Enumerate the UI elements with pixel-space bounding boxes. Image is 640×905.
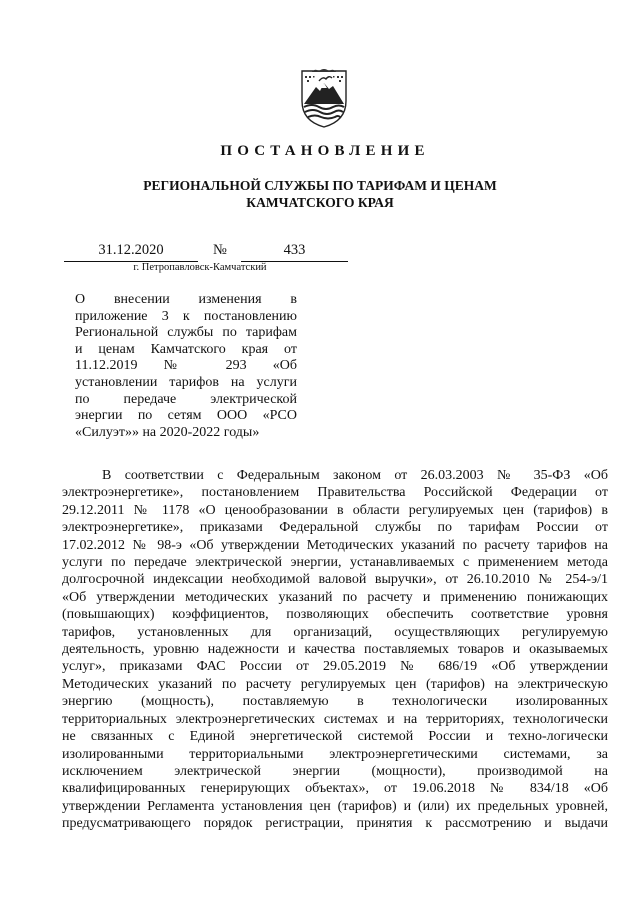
body-line: электроэнергетике», приказами Федеральной службы по тарифам России от [62,520,608,536]
subject-block [75,292,297,441]
document-number: 433 [241,241,348,262]
subject-line: энергии по сетям ООО «РСО [75,408,297,424]
body-line: квалифицированных генерирующих объектах», от 19.06.2018 № 834/18 «Об [62,781,608,797]
body-line: исключением электрической энергии (мощности), производимой на [62,763,608,779]
body-line: 17.02.2012 № 98-э «Об утверждении Методических указаний по расчету тарифов на [62,537,608,553]
body-line: Методических указаний по расчету регулируемых цен (тарифов) на электрическую [62,676,608,692]
subject-line: по передаче электрической [75,391,297,407]
document-date: 31.12.2020 [64,241,198,262]
number-sign: № [213,242,227,258]
document-title: ПОСТАНОВЛЕНИЕ [220,143,430,159]
subject-line: установлении тарифов на услуги [75,374,297,390]
body-line: деятельность, уровню надежности и качества поставляемых товаров и оказываемых [62,642,608,658]
body-line: электроэнергетике», постановлением Правительства Российской Федерации от [62,485,608,501]
subject-line: приложение 3 к постановлению [75,308,297,324]
subject-line: и ценам Камчатского края от [75,341,297,357]
issuer-line-1: РЕГИОНАЛЬНОЙ СЛУЖБЫ ПО ТАРИФАМ И ЦЕНАМ [143,178,497,193]
kamchatka-coat-of-arms-icon [299,67,349,129]
body-line: не связанных с Единой энергетической системой России и техно-логически [62,729,608,745]
body-line: долгосрочной индексации необходимой валовой выручки», от 26.10.2010 № 254-э/1 [62,572,608,588]
subject-line: 11.12.2019 № 293 «Об [75,358,297,374]
body-line: (повышающих) коэффициентов, позволяющих обеспечить соответствие уровня [62,607,608,623]
body-line: энергию (мощность), поставляемую в технологически изолированных [62,694,608,710]
body-line: «Об утверждении методических указаний по расчету и применению понижающих [62,589,608,605]
issuer-line-2: КАМЧАТСКОГО КРАЯ [246,195,394,210]
body-line: изолированными территориальными электроэнергетическими системами, за [62,746,608,762]
body-line: В соответствии с Федеральным законом от 26.03.2003 № 35-ФЗ «Об [102,468,608,483]
subject-line: Региональной службы по тарифам [75,325,297,341]
body-line: территориальных электроэнергетических системах и на территориях, технологически [62,711,608,727]
body-line: 29.12.2011 № 1178 «О ценообразовании в области регулируемых цен (тарифов) в [62,502,608,518]
body-line: услуг», приказами ФАС России от 29.05.2019 № 686/19 «Об утверждении [62,659,608,675]
subject-line: О внесении изменения в [75,292,297,307]
body-line: услуги по передаче электрической энергии, устанавливаемых с применением метода [62,555,608,571]
subject-line: «Силуэт»» на 2020-2022 годы» [75,424,260,440]
city-line: г. Петропавловск-Камчатский [133,262,267,273]
body-line: тарифов, установленных для организаций, осуществляющих регулируемую [62,624,608,640]
body-paragraph [62,467,608,833]
body-line: утверждении Регламента установления цен (тарифов) и (или) их предельных уровней, [62,798,608,814]
body-line: предусматривающего порядок регистрации, принятия к рассмотрению и выдачи [62,816,608,832]
